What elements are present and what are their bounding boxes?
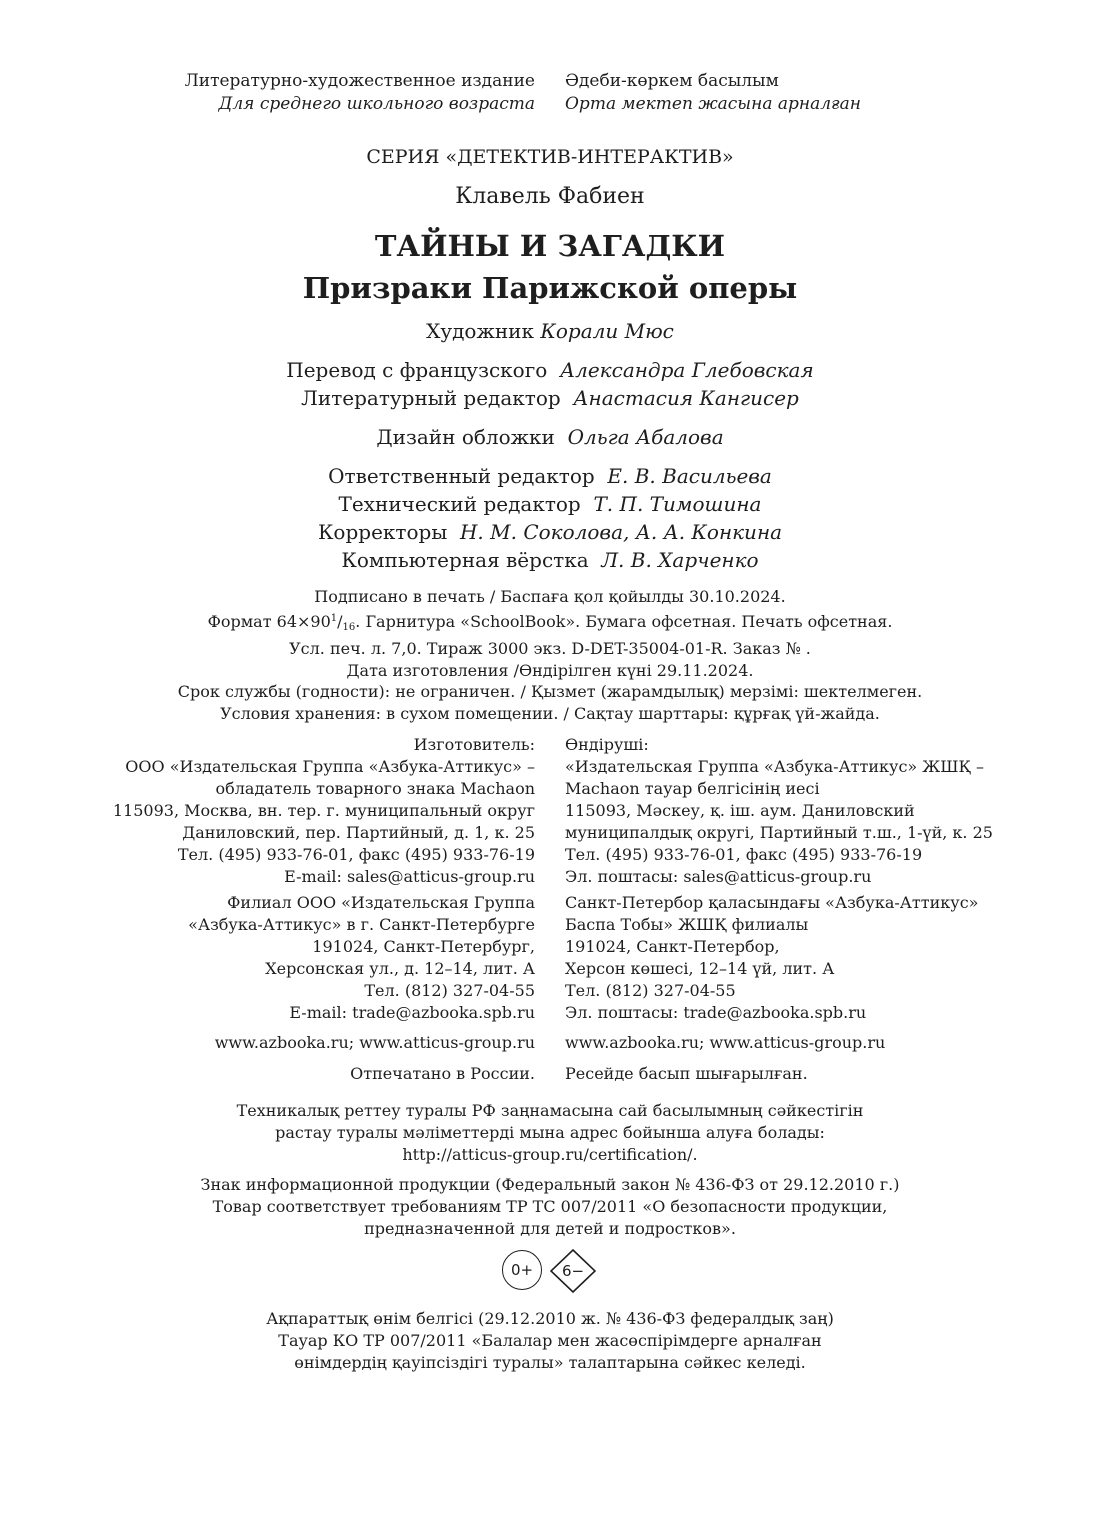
credit-cover-design (0, 424, 1100, 450)
classification-kz-type: Әдеби-көркем басылым (565, 71, 779, 91)
branch-ru-email: E-mail: trade@azbooka.spb.ru (289, 1003, 535, 1022)
credit-responsible-editor (0, 463, 1100, 489)
credit-role: Ответственный редактор (328, 464, 595, 488)
certification-line: Техникалық реттеу туралы РФ заңнамасына сай басылымның сәйкестігін (236, 1101, 864, 1120)
manufacturer-ru-line: ООО «Издательская Группа «Азбука-Аттикус» – (125, 757, 535, 776)
format-line: Формат $64\times 90^1/_{16}$. Гарнитура «SchoolBook». Бумага офсетная. Печать офсетная. (207, 611, 893, 633)
manufacturer-ru-line: 115093, Москва, вн. тер. г. муниципальный округ (112, 801, 535, 820)
branch-kz (565, 892, 978, 1024)
credit-name: Л. В. Харченко (601, 548, 759, 572)
manufacturer-kz-line: Machaon тауар белгісінің иесі (565, 779, 820, 798)
manufacturer-kz-email: Эл. поштасы: sales@atticus-group.ru (565, 867, 872, 886)
kz-sign-line: Ақпараттық өнім белгісі (29.12.2010 ж. № 436-ФЗ федералдық заң) (266, 1309, 834, 1328)
author-name: Клавель Фабиен (455, 184, 645, 209)
manufacturer-ru-line: Изготовитель: (413, 735, 535, 754)
certification-line: растау туралы мәліметтерді мына адрес бойынша алуға болады: (275, 1123, 825, 1142)
kz-sign-line: Тауар КО ТР 007/2011 «Балалар мен жасөспірімдерге арналған (278, 1331, 822, 1350)
branch-ru-line: Херсонская ул., д. 12–14, лит. А (265, 959, 535, 978)
signed-date: Подписано в печать / Баспаға қол қойылды 30.10.2024. (314, 587, 786, 606)
age-rating-diamond (550, 1249, 596, 1293)
branch-kz-line: 191024, Санкт-Петербор, (565, 937, 780, 956)
manufacturer-ru-line: обладатель товарного знака Machaon (215, 779, 535, 798)
age-rating-diamond-label: 6− (561, 1262, 585, 1280)
credit-role: Перевод с французского (286, 358, 548, 382)
credit-name: Анастасия Кангисер (573, 386, 799, 410)
print-run-line: Усл. печ. л. 7,0. Тираж 3000 экз. D-DET-35004-01-R. Заказ № . (289, 639, 811, 658)
info-sign-line: Товар соответствует требованиям ТР ТС 007/2011 «О безопасности продукции, (212, 1197, 888, 1216)
credit-literary-editor (0, 385, 1100, 411)
series-name: СЕРИЯ «ДЕТЕКТИВ-ИНТЕРАКТИВ» (366, 146, 734, 168)
service-life: Срок службы (годности): не ограничен. / Қызмет (жарамдылық) мерзімі: шектелмеген. (177, 682, 923, 701)
storage-conditions: Условия хранения: в сухом помещении. / Сақтау шарттары: құрғақ үй-жайда. (220, 703, 880, 723)
branch-kz-line: Санкт-Петербор қаласындағы «Азбука-Аттикус» (565, 893, 979, 912)
branch-ru-line: Тел. (812) 327-04-55 (364, 981, 535, 1000)
branch-kz-line: Херсон көшесі, 12–14 үй, лит. А (565, 959, 835, 978)
credit-role: Литературный редактор (301, 386, 561, 410)
credit-role: Художник (426, 319, 535, 343)
credit-role: Дизайн обложки (376, 425, 555, 449)
credit-role: Технический редактор (338, 492, 581, 516)
credit-role: Корректоры (317, 520, 448, 544)
classification-ru-age: Для среднего школьного возраста (218, 94, 535, 114)
classification-kz-age: Орта мектеп жасына арналған (565, 94, 861, 114)
credit-name: Александра Глебовская (559, 358, 814, 382)
certification-url: http://atticus-group.ru/certification/. (402, 1145, 698, 1164)
printed-kz: Ресейде басып шығарылған. (565, 1064, 808, 1083)
branch-kz-line: Тел. (812) 327-04-55 (565, 981, 736, 1000)
classification-kz (565, 70, 861, 116)
manufacturer-ru-email: E-mail: sales@atticus-group.ru (284, 867, 535, 886)
credit-layout (0, 547, 1100, 573)
credit-proofreaders (0, 519, 1100, 545)
branch-kz-email: Эл. поштасы: trade@azbooka.spb.ru (565, 1003, 867, 1022)
credit-name: Ольга Абалова (567, 425, 724, 449)
info-sign-line: Знак информационной продукции (Федеральный закон № 436-ФЗ от 29.12.2010 г.) (200, 1175, 900, 1194)
credit-translator (0, 357, 1100, 383)
manufacturer-kz-line: Тел. (495) 933-76-01, факс (495) 933-76-19 (565, 845, 923, 864)
branch-ru-line: Филиал ООО «Издательская Группа (227, 893, 535, 912)
credit-name: Н. М. Соколова, А. А. Конкина (459, 520, 783, 544)
credit-name: Корали Мюс (540, 319, 674, 343)
credit-technical-editor (0, 491, 1100, 517)
classification-ru (185, 70, 535, 116)
printed-ru: Отпечатано в России. (350, 1064, 535, 1083)
age-rating-marks (500, 1249, 600, 1293)
manufacturer-ru-line: Даниловский, пер. Партийный, д. 1, к. 25 (182, 823, 535, 842)
credit-role: Компьютерная вёрстка (341, 548, 589, 572)
book-title: ТАЙНЫ И ЗАГАДКИ (374, 229, 726, 263)
imprint-details (0, 586, 1100, 724)
manufacturer-kz-line: муниципалдық округі, Партийный т.ш., 1-үй, к. 25 (565, 823, 993, 842)
manufacturer-kz-line: Өндіруші: (565, 735, 649, 754)
branch-kz-line: Баспа Тобы» ЖШҚ филиалы (565, 915, 809, 934)
credit-name: Т. П. Тимошина (593, 492, 762, 516)
manufacture-date: Дата изготовления /Өндірілген күні 29.11.2024. (346, 660, 754, 680)
branch-ru (188, 892, 535, 1024)
branch-ru-line: 191024, Санкт-Петербург, (312, 937, 535, 956)
info-sign-ru (0, 1174, 1100, 1240)
info-sign-line: предназначенной для детей и подростков». (364, 1219, 736, 1238)
websites-ru: www.azbooka.ru; www.atticus-group.ru (214, 1033, 535, 1052)
websites-kz: www.azbooka.ru; www.atticus-group.ru (565, 1033, 886, 1052)
manufacturer-kz-line: «Издательская Группа «Азбука-Аттикус» ЖШҚ – (565, 757, 984, 776)
classification-ru-type: Литературно-художественное издание (184, 71, 535, 91)
credit-artist (0, 318, 1100, 344)
certification-note (0, 1100, 1100, 1166)
manufacturer-ru-line: Тел. (495) 933-76-01, факс (495) 933-76-19 (177, 845, 535, 864)
book-subtitle: Призраки Парижской оперы (302, 271, 798, 305)
info-sign-kz (0, 1308, 1100, 1374)
credit-name: Е. В. Васильева (607, 464, 772, 488)
branch-ru-line: «Азбука-Аттикус» в г. Санкт-Петербурге (188, 915, 535, 934)
manufacturer-ru (113, 734, 535, 888)
age-rating-circle: 0+ (502, 1250, 542, 1290)
manufacturer-kz (565, 734, 993, 888)
manufacturer-kz-line: 115093, Мәскеу, қ. іш. аум. Даниловский (565, 801, 915, 820)
kz-sign-line: өнімдердің қауіпсіздігі туралы» талаптарына сәйкес келеді. (294, 1353, 806, 1372)
